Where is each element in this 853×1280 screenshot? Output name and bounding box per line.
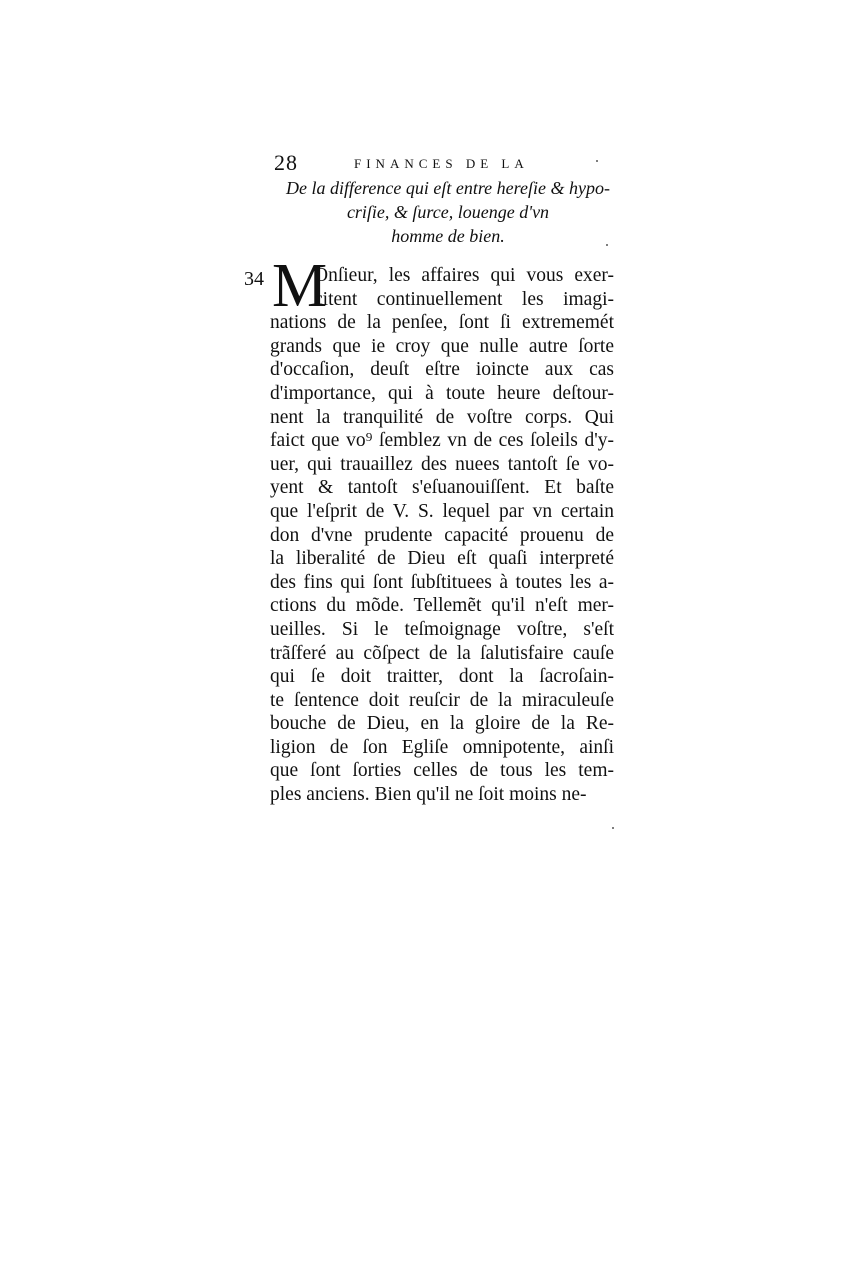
text-line: faict que vo⁹ ſemblez vn de ces ſoleils d'y- <box>270 430 614 452</box>
drop-cap-initial: M <box>272 252 328 320</box>
body-text <box>270 264 614 807</box>
text-line: nent la tranquilité de voſtre corps. Qui <box>270 406 614 428</box>
text-line: ligion de ſon Egliſe omnipotente, ainſi <box>270 736 614 758</box>
text-line: te ſentence doit reuſcir de la miraculeuſe <box>270 689 614 711</box>
running-head <box>274 150 574 176</box>
text-line: d'occaſion, deuſt eſtre ioincte aux cas <box>270 359 614 381</box>
text-line: trãſferé au cõſpect de la ſalutisfaire cauſe <box>270 642 614 664</box>
text-line: que l'eſprit de V. S. lequel par vn certain <box>270 500 614 522</box>
section-number: 34 <box>244 268 264 290</box>
print-speck <box>606 244 608 246</box>
text-line: yent & tantoſt s'eſuanouiſſent. Et baſte <box>270 477 614 499</box>
text-line: ples anciens. Bien qu'il ne ſoit moins ne- <box>270 784 587 806</box>
text-line: des fins qui ſont ſubſtituees à toutes les a- <box>270 571 614 593</box>
text-line: Onſieur, les affaires qui vous exer- <box>314 265 614 286</box>
text-line: ueilles. Si le teſmoignage voſtre, s'eſt <box>270 618 614 640</box>
text-line: don d'vne prudente capacité prouenu de <box>270 524 614 546</box>
text-line: la liberalité de Dieu eſt quaſi interpreté <box>270 548 614 570</box>
text-line: grands que ie croy que nulle autre ſorte <box>270 335 614 357</box>
text-line: bouche de Dieu, en la gloire de la Re- <box>270 713 614 735</box>
print-speck <box>596 160 598 162</box>
text-line: qui ſe doit traitter, dont la ſacroſain- <box>270 666 614 688</box>
text-line: ctions du mõde. Tellemẽt qu'il n'eſt mer- <box>270 595 614 617</box>
text-line: d'importance, qui à toute heure deſtour- <box>270 382 614 404</box>
text-line: que ſont ſorties celles de tous les tem- <box>270 760 614 782</box>
print-speck <box>612 827 614 829</box>
chapter-heading-line: homme de bien. <box>391 226 505 246</box>
chapter-heading-line: criſie, & ſurce, louenge d'vn <box>346 202 550 222</box>
page-number: 28 <box>274 150 298 175</box>
running-title: FINANCES DE LA <box>354 156 529 171</box>
text-line: citent continuellement les imagi- <box>314 288 614 310</box>
text-line: nations de la penſee, ſont ſi extrememét <box>270 312 614 334</box>
chapter-heading-line: De la difference qui eſt entre hereſie & hypo- <box>286 178 610 198</box>
chapter-heading <box>268 176 628 248</box>
text-line: uer, qui trauaillez des nuees tantoſt ſe vo- <box>270 453 614 475</box>
